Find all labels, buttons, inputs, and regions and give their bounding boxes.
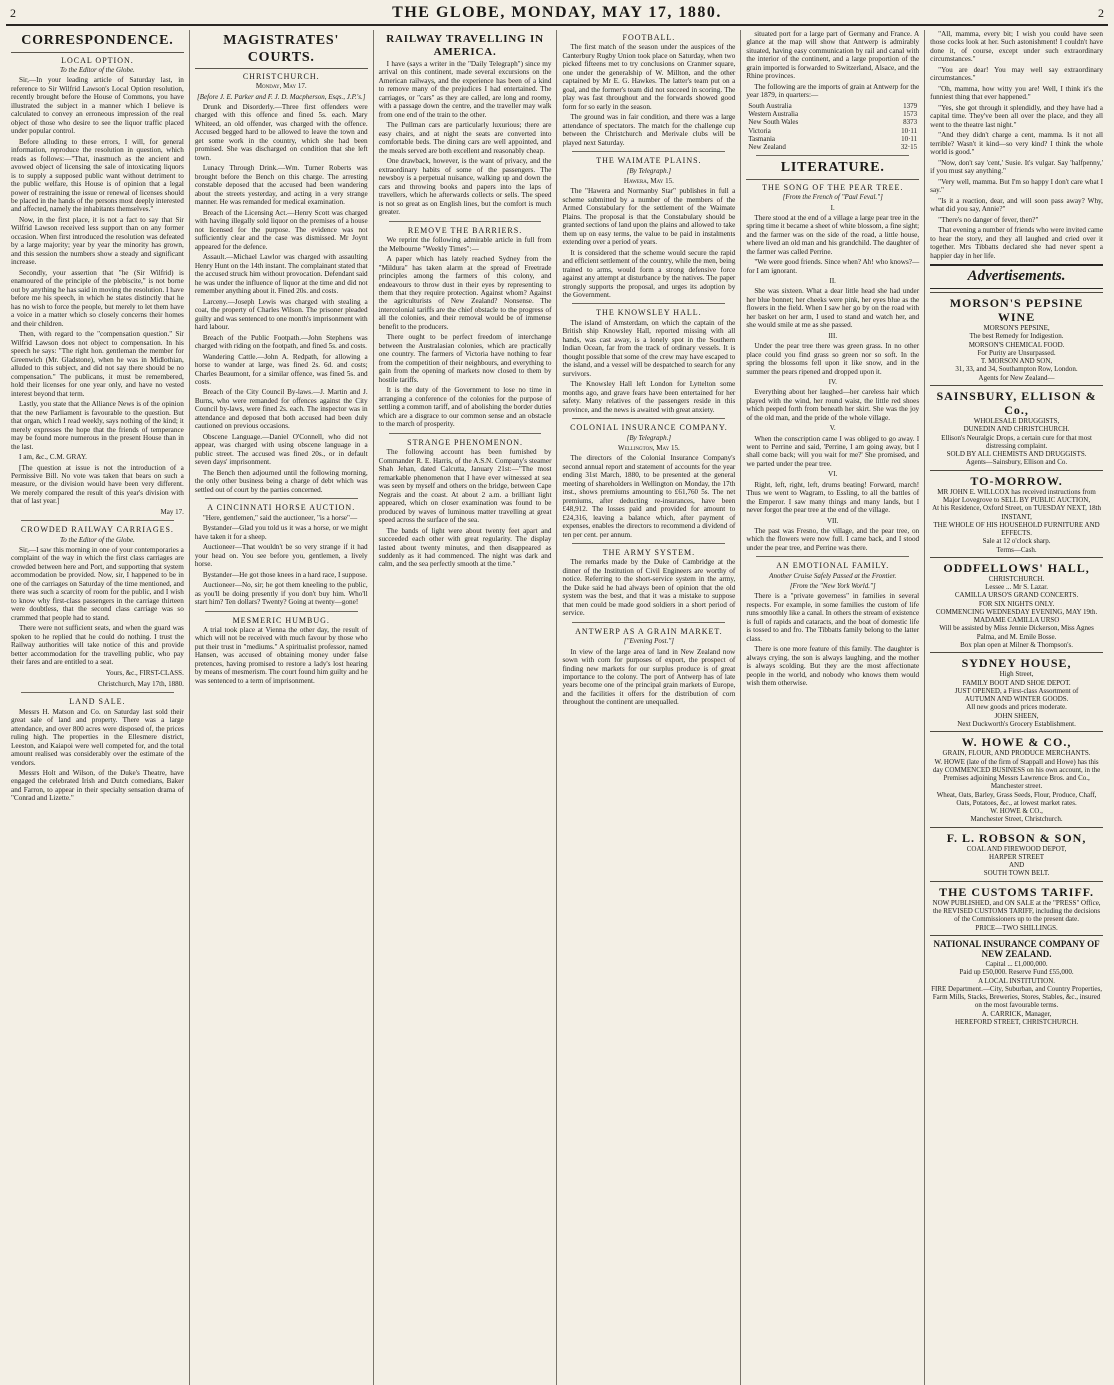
divider [572,622,725,623]
divider [389,433,542,434]
advertisement-line: AUTUMN AND WINTER GOODS. [964,695,1069,704]
paragraph: The island of Amsterdam, on which the captain of the British ship Knowsley Hall, reported missing with all hands, was cast away, is a lonely spot in the Southern Indian Ocean, far from the track of ordinary vessels. It is thought possible that some of the crew may have escaped to the island, and a vessel will be despatched to search for any survivors. [562,318,736,378]
letter-date: Christchurch, May 17th, 1880. [97,679,184,688]
paragraph: It is the duty of the Government to lose no time in arranging a conference of the colonies for the purpose of settling a common tariff, and of abolishing the border duties which are a disgrace to our common sense and an obstacle to the march of prosperity. [378,386,552,429]
advertisements-heading: Advertisements. [930,264,1103,289]
import-quantity: 8373 [903,118,918,127]
correspondence-heading: CORRESPONDENCE. [11,33,184,53]
stanza-number: VII. [826,516,839,525]
advertisement-line: High Street, [999,670,1034,679]
paragraph: Bystander—He got those knees in a hard race, I suppose. [202,570,368,579]
advertisement-line: FOR SIX NIGHTS ONLY. [978,599,1055,608]
advertisement-line: Lessee ... Mr S. Lazar. [985,583,1048,592]
colonial-body [562,454,735,539]
paragraph: "There's no danger of fever, then?" [938,215,1039,224]
advertisement-line: For Purity are Unsurpassed. [977,348,1056,357]
advertisement-title: SYDNEY HOUSE, [961,656,1072,671]
letter-salutation: To the Editor of the Globe. [60,65,135,74]
emotional-source: [From the "New York World."] [789,582,876,591]
advertisement-line: All new goods and prices moderate. [966,703,1067,712]
divider [205,611,358,612]
paragraph: The Bench then adjourned until the following morning, the only other business being a charge of debt which was settled out of court by the parties concerned. [194,468,368,494]
horse-auction-body [195,514,368,607]
paragraph: A trial took place at Vienna the other day, the result of which will not be received with much favour by those who put their trust in "mediums." A spiritualist professor, named Hansen, was accused of obtaining money under false pretences, having promised to restore a lady's lost hearing by means of mesmerism. The court found him guilty and he was sentenced to a term of imprisonment. [194,626,368,685]
grain-byline: ["Evening Post."] [623,637,674,646]
import-quantity: 1573 [903,110,918,119]
paragraph: "Here, gentlemen," said the auctioneer, "is a horse"— [202,513,358,522]
divider [572,418,725,419]
literature-heading: LITERATURE. [746,160,919,180]
paragraph: The past was Fresno, the village, and the pear tree, on which the flowers were now full. I came back, and I stood under the pear tree, and Perrine was there. [746,526,920,552]
song-body [746,204,919,553]
divider [572,303,725,304]
court-bench: [Before J. E. Parker and F. J. D. Macpherson, Esqs., J.P.'s.] [197,92,366,101]
knowsley-body [562,319,735,414]
advertisement-line: W. HOWE & CO., [990,807,1043,816]
advertisement-line: CHRISTCHURCH. [988,574,1045,583]
paragraph: Breach of the Public Footpath.—John Stephens was charged with riding on the footpath, and fined 5s. and costs. [194,333,368,351]
paragraph: There were not sufficient seats, and when the guard was spoken to he replied that he could do nothing. I trust the Railway authorities will take notice of this and provide better accommodation for the travelling public, who pay their fares and are entitled to a seat. [11,624,184,667]
army-system-heading: THE ARMY SYSTEM. [602,548,696,558]
import-origin: South Australia [748,101,792,110]
paragraph: "And they didn't charge a cent, mamma. Is it not all terrible? Wasn't it kind—so very kind? I think the whole world is good." [930,131,1103,157]
paragraph: The directors of the Colonial Insurance Company's second annual report and statement of accounts for the year ending 31st March, 1880, to be presented at the general meeting of shareholders in Wellington on Monday, the 17th inst., shows premiums amounting to £61,760 5s. The net premiums, after deducting re-insurances, have been £48,912. The losses paid and provided for amount to £24,316, leaving a balance which, after payment of expenses, enables the directors to recommend a dividend of ten per cent. per annum. [562,454,736,539]
letter-salutation: To the Editor of the Globe. [60,535,135,544]
advertisement-line: PRICE—TWO SHILLINGS. [975,923,1058,932]
stanza-number: II. [829,277,836,286]
grain-imports-table [746,102,919,152]
paragraph: The ground was in fair condition, and there was a large attendance of spectators. The match for the challenge cup between the Christchurch and Merivale clubs will be played next Saturday. [562,113,736,147]
table-row [746,110,919,118]
land-sale-heading: LAND SALE. [69,697,126,707]
advertisement-line: 31, 33, and 34, Southampton Row, London. [955,365,1078,374]
paragraph: The bands of light were about twenty feet apart and succeeded each other with great regularity. The display lasted about twenty minutes, and then disappeared as suddenly as it had commenced. The night was dark and calm, and the sea perfectly smooth at the time." [378,526,552,569]
page-number-left: 2 [10,6,16,20]
import-quantity: 10·11 [901,126,918,135]
paragraph: Messrs H. Matson and Co. on Saturday last sold their great sale of land and property. There was a large attendance, and over 800 acres were disposed of, the prices ruling high. The properties in the Ellesmere district, Leeston, and Kaiapoi were well competed for, and the total amount realised was considerably over the estimate of the vendors. [11,707,184,767]
table-row [746,135,919,143]
advertisement-line: At his Residence, Oxford Street, on TUESDAY NEXT, 18th INSTANT, [932,504,1102,521]
paragraph: "You are dear! You may well say extraordinary circumstances." [930,65,1103,83]
paragraph: Now, in the first place, it is not a fact to say that Sir Wilfrid Lawson received less support than on any former occasion. When first introduced the resolution was defeated by a large majority; year by year the minority has grown, and this session the numbers show a steady and significant increase. [11,215,184,267]
column-3 [374,30,558,1385]
divider [756,556,909,557]
colonial-byline: [By Telegraph.] [626,433,672,442]
advertisement-title: F. L. ROBSON & SON, [946,830,1087,845]
divider [205,498,358,499]
advertisement-title: NATIONAL INSURANCE COMPANY OF NEW ZEALAND. [933,938,1100,960]
paragraph: Auctioneer—That wouldn't be so very strange if it had your head on. You see before you, gentlemen, a lively horse. [194,543,368,569]
advertisements-list [930,292,1103,1029]
masthead [6,4,1108,26]
emotional-subheading: Another Cruise Safely Passed at the Frontier. [769,571,897,580]
paragraph: Under the pear tree there was green grass. In no other place could you find grass so green nor so soft. In the spring the blossoms fell upon it like snow, and in the summer the pears ripened and dropped upon it. [746,342,920,376]
advertisement-line: W. HOWE (late of the firm of Stappall and Howe) has this day COMMENCED BUSINESS on his own account, in the Premises adjoining Messrs Lawrence Bros. and Co., Manchester street. [932,757,1101,791]
paragraph: The first match of the season under the auspices of the Canterbury Rugby Union took place on Saturday, when two picked fifteens met to try conclusions on Cranmer square, one under the generalship of W. Millton, and the other captained by Mr E. G. Hawkes. The latter's team put on a goal, and the former's team did not succeed in scoring. The play was fast throughout and the forwards showed good form for so early in the season. [562,43,736,111]
advertisement-line: GRAIN, FLOUR, AND PRODUCE MERCHANTS. [942,749,1091,758]
song-heading: THE SONG OF THE PEAR TREE. [762,182,904,192]
paragraph: That evening a number of friends who were invited came to hear the story, and they all laughed and cried over it together. Mrs Tibbatts declared she had never spent a happier day in her life. [930,226,1103,260]
advertisement [930,470,1103,557]
advertisement-line: MADAME CAMILLA URSO [973,616,1060,625]
paragraph: Sir,—In your leading article of Saturday last, in reference to Sir Wilfrid Lawson's Local Option resolution, recently brought before the House of Commons, you have illustrated the subject in a manner which I believe is calculated to convey an erroneous impression of the real object of those who desire to see the liquor traffic placed under popular control. [11,76,184,136]
paragraph: "Very well, mamma. But I'm so happy I don't care what I say." [930,177,1103,195]
paragraph: When the conscription came I was obliged to go away. I went to Perrine and said, 'Perrine, I am going away, but I shall come back; will you wait for me?' She promised, and we parted under the pear tree. [746,434,920,468]
advertisement-line: A. CARRICK, Manager, [981,1009,1052,1018]
barriers-intro: We reprint the following admirable article in full from the Melbourne "Weekly Times":— [378,236,552,253]
advertisement-title: THE CUSTOMS TARIFF. [939,884,1095,899]
advertisement-line: Agents for New Zealand— [978,373,1055,382]
advertisement-line: AND [1008,861,1025,870]
christchurch-heading: CHRISTCHURCH. [242,72,320,82]
horse-auction-heading: A CINCINNATI HORSE AUCTION. [207,503,356,513]
advertisement-line: JUST OPENED, a First-class Assortment of [954,686,1079,695]
paragraph: The remarks made by the Duke of Cambridge at the dinner of the Institution of Civil Engineers are worthy of notice. Referring to the short-service system in the army, the Duke said he had always been of opinion that the old system was the best, and that it was a mistake to suppose that men could be made good soldiers in a short period of service. [562,558,736,618]
advertisement-line: HEREFORD STREET, CHRISTCHURCH. [954,1017,1079,1026]
crowded-carriages-body [11,546,184,667]
paragraph: Larceny.—Joseph Lewis was charged with stealing a coat, the property of Charles Wilson. The prisoner pleaded guilty and was sentenced to one month's imprisonment with hard labour. [194,297,368,332]
paragraph: Breach of the Licensing Act.—Henry Scott was charged with having illegally sold liquor on the premises of a house not licensed for the purpose. The evidence was not sufficiently clear and the case was dismissed. Mr Joynt appeared for the defence. [194,208,368,251]
advertisement-line: SOLD BY ALL CHEMISTS AND DRUGGISTS. [946,450,1087,459]
paragraph: Drunk and Disorderly.—Three first offenders were charged with this offence and fined 5s. each. Mary Whiteed, an old offender, was charged with the offence. Accused begged hard to be allowed to leave the town and get some work in the country, which she had been promised. She was discharged on condition that she left town. [194,102,368,162]
advertisement-line: Next Duckworth's Grocery Establishment. [957,719,1076,728]
paragraph: Obscene Language.—Daniel O'Connell, who did not appear, was charged with using obscene language in a public street. The accused was fined 20s., or in default seven days' imprisonment. [194,432,368,467]
paragraph: "All, mamma, every bit; I wish you could have seen those cocks look at her. Such astonishment! I couldn't have done it, of course, except under such extraordinary circumstances." [930,30,1103,64]
advertisement-line: Paid up £50,000. Reserve Fund £55,000. [959,968,1074,977]
paragraph: Bystander—Glad you told us it was a horse, or we might have taken it for a sheep. [194,524,368,541]
advertisement-line: Wheat, Oats, Barley, Grass Seeds, Flour, Produce, Chaff, Oats, Potatoes, &c., at lowest market rates. [936,790,1097,807]
advertisement-line: JOHN SHEEN, [994,711,1039,720]
import-origin: New Zealand [748,143,786,152]
paragraph: Then, with regard to the "compensation question." Sir Wilfrid Lawson does not object to compensation. In his speech he says: "The right hon. gentleman the member for Greenwich (Mr. Gladstone), when he was in Midlothian, alluded to this subject, and did not say there should be no compensation." The publicans, it must be remembered, hold their licenses for one year only, and have no vested interest beyond that term. [11,330,184,398]
advertisement-line: Agents—Sainsbury, Ellison and Co. [965,458,1068,467]
advertisement-line: Will be assisted by Miss Jennie Dickerson, Miss Agnes Palma, and M. Emile Bosse. [939,624,1094,641]
paragraph: I have (says a writer in the "Daily Telegraph") since my arrival on this continent, made several excursions on the American railways, and the experience has been of a kind to remove many of the prejudices I had entertained. The carriages, or "cars" as they are called, are long and roomy, with a passage down the centre, and the traveller may walk from one end of the train to the other. [378,59,552,119]
table-row [746,102,919,110]
football-heading: FOOTBALL. [622,33,676,42]
paragraph: Secondly, your assertion that "he (Sir Wilfrid) is enamoured of the principle of the plebiscite," is not borne out by anything he has said in moving the resolution. I have before me his speech, in which he states distinctly that he has no wish to force the people, but merely to let them have a voice in a matter which so closely concerns their homes and their children. [11,268,184,328]
divider [21,692,174,693]
paragraph: The "Hawera and Normanby Star" publishes in full a scheme submitted by a number of the members of the Armed Constabulary for the settlement of the Waimate Plains. The proposal is that the Constabulary should be granted sections of land upon the plains and allowed to take them up on easy terms, the value to be paid in instalments extending over a period of years. [562,187,736,247]
paragraph: Lastly, you state that the Alliance News is of the opinion that the new Parliament is favourable to the question. But that organ, which I read weekly, says nothing of the kind; it merely expresses the hope that the friends of temperance may be found more numerous in the present House than in the last. [11,400,184,451]
paragraph: Sir,—I saw this morning in one of your contemporaries a complaint of the way in which the first class carriages are crowded between here and Port, and supporting that system accommodation be provided. Now, sir, I happened to be in one of the carriages on Saturday of the time mentioned, and there was such a scarcity of room for the public, and I wish to know why first-class passengers in the carriage thirteen were doubtless, that the second class carriage was so crammed that people had to stand. [11,545,184,622]
advertisement-line: MORSON'S PEPSINE, [983,324,1050,333]
waimate-heading: THE WAIMATE PLAINS. [596,156,702,166]
paragraph: "Now, don't say 'cent,' Susie. It's vulgar. Say 'halfpenny,' if you must say anything." [930,158,1103,176]
advertisement-line: T. MORSON AND SON, [980,357,1053,366]
court-date: Monday, May 17. [255,82,307,91]
strange-phenomenon-body [379,448,552,569]
advertisement-line: MR JOHN E. WILLCOX has received instructions from Major Lovegrove to SELL BY PUBLIC AUCTION, [937,487,1096,505]
paragraph: "Oh, mamma, how witty you are! Well, I think it's the funniest thing that ever happened." [930,84,1103,102]
railway-heading: RAILWAY TRAVELLING IN AMERICA. [386,33,544,58]
import-origin: Western Australia [748,110,799,119]
paragraph: Lunacy Through Drink.—Wm. Turner Roberts was brought before the Bench on this charge. The arresting constable deposed that the accused had been wandering about the streets yesterday, and acting in a very strange manner. He was remanded for medical examination. [194,164,368,207]
advertisement-title: MORSON'S PEPSINE WINE [949,295,1084,324]
advertisement-line: SOUTH TOWN BELT. [983,869,1050,878]
waimate-dateline: Hawera, May 15. [623,176,674,185]
advertisement-line: FAMILY BOOT AND SHOE DEPOT. [962,678,1071,687]
colonial-dateline: Wellington, May 15. [617,443,680,452]
column-4 [557,30,741,1385]
table-row [746,118,919,126]
paragraph: In view of the large area of land in New Zealand now sown with corn for purposes of export, the prospect of finding new markets for our surplus produce is of great importance to the colony. The port of Antwerp has of late years become one of the principal grain markets of Europe, and the facilities it offers for the distribution of corn throughout the continent are unequalled. [562,647,736,707]
advertisement-line: Capital ... £1,000,000. [985,960,1048,969]
advertisement [930,385,1103,470]
letter-signature: Yours, &c., FIRST-CLASS. [105,668,184,677]
divider [756,155,909,156]
advertisement-line: MORSON'S CHEMICAL FOOD. [968,340,1065,349]
stanza-number: V. [829,424,836,433]
advertisement-title: W. HOWE & CO., [961,735,1072,750]
paragraph: Messrs Holt and Wilson, of the Duke's Theatre, have engaged the celebrated Irish and Dutch comedians, Baker and Farron, to appear in their specialty sensation drama of "Conrad and Lizette." [11,768,184,803]
paragraph: situated port for a large part of Germany and France. A glance at the map will show that Antwerp is admirably situated, having easy communication by rail and canal with the interior of the continent, and a large proportion of the grain imported is forwarded to Switzerland, Alsace, and the Rhine provinces. [746,30,920,81]
crowded-carriages-heading: CROWDED RAILWAY CARRIAGES. [20,525,174,535]
paragraph: The Pullman cars are particularly luxurious; there are easy chairs, and at night the seats are converted into comfortable beds. The dining cars are well appointed, and the meals served are both excellent and reasonably cheap. [378,121,552,155]
paragraph: "Yes, she got through it splendidly, and they have had a capital time. They've been all over the place, and they all went to the theatre last night." [930,103,1103,129]
paragraph: The Knowsley Hall left London for Lyttelton some months ago, and grave fears have been entertained for her safety. Many relatives of the passengers reside in this province, and the news is awaited with great anxiety. [562,380,736,414]
column-2 [190,30,374,1385]
paragraph: A paper which has lately reached Sydney from the "Mildura" has taken alarm at the spread of Freetrade principles among the farmers of this colony, and endeavours to throw dust in their eyes by representing to them that they require protection. Against whom? Against the agriculturists of New Zealand? Nonsense. The intercolonial tariffs are the chief obstacle to the progress of all the colonies, and their removal would be of immense benefit to the producers. [378,255,552,331]
paragraph: Auctioneer—No, sir; he got them kneeling to the public, as you'll be doing presently if you don't buy him. Who'll start him? Ten dollars? Twenty? Going at twenty—gone! [194,581,368,607]
grain-market-heading: ANTWERP AS A GRAIN MARKET. [575,626,723,636]
masthead-title: THE GLOBE, MONDAY, MAY 17, 1880. [392,4,722,21]
advertisement-line: COMMENCING WEDNESDAY EVENING, MAY 19th. [935,607,1098,616]
column-1 [6,30,190,1385]
advertisement-line: A LOCAL INSTITUTION. [978,976,1056,985]
advertisement-title: TO-MORROW. [970,473,1063,488]
advertisement [930,292,1103,385]
paragraph: Before alluding to these errors, I will, for general information, reproduce the resolution in question, which reads as follows:—"That, inasmuch as the ancient and avowed object of licensing the sale of intoxicating liquors is to supply a supposed public want without detriment to the public welfare, this House is of opinion that a legal power of restraining the issue or renewal of licenses should be placed in the hands of the persons most deeply interested and affected, namely the inhabitants themselves." [11,137,184,214]
paragraph: Right, left, right, left, drums beating! Forward, march! Thus we went to Wagram, to Essling, to all the battles of the Emperor. I saw many things and many lands, but I never forgot the pear tree at the end of the village. [746,480,920,515]
football-body [562,43,735,147]
advertisement [930,935,1103,1029]
paragraph: She was sixteen. What a dear little head she had under her blue bonnet; her cheeks were pink, her eyes blue as the flowers in the field. When I saw her go by on the road with her basket on her arm, I used to stand and watch her, and she would smile at me as she passed. [746,287,920,330]
advertisement-line: Sale at 12 o'clock sharp. [982,537,1051,546]
paragraph: There is one more feature of this family. The daughter is always crying, the son is always laughing, and the mother is always scolding. But they are the most affectionate people in the world, and nobody who knows them would wish them otherwise. [746,645,920,688]
knowsley-heading: THE KNOWSLEY HALL. [596,308,702,318]
import-origin: Victoria [748,126,771,135]
import-quantity: 1379 [903,101,918,110]
dialogue-body [930,30,1103,260]
advertisement-line: DUNEDIN AND CHRISTCHURCH. [963,425,1070,434]
advertisement [930,731,1103,826]
letter-date: May 17. [160,507,184,516]
railway-body [379,60,552,217]
paragraph: "We were good friends. Since when? Ah! who knows?—for I am ignorant. [746,258,920,275]
advertisement [930,827,1103,881]
advertisement [930,557,1103,652]
barriers-body [379,255,552,429]
paragraph: Everything about her laughed—her careless hair which played with the wind, her round waist, the little red shoes which peeped forth from beneath her skirt. She was the joy of the old man, and the pride of the whole village. [746,388,920,422]
advertisement-line: CAMILLA URSO'S GRAND CONCERTS. [954,591,1079,600]
mesmeric-body [195,626,368,685]
paragraph: There stood at the end of a village a large pear tree in the spring time it became a sheet of white blossom, a fine sight; and the farmer was on the side of the road, a little house, where lived an old man and his grandchild. The daughter of the farmer was called Perrine. [746,213,920,256]
table-row [746,143,919,151]
advertisement-line: THE WHOLE OF HIS HOUSEHOLD FURNITURE AND EFFECTS. [933,520,1100,538]
stanza-number: III. [828,331,838,340]
import-origin: New South Wales [748,118,799,127]
advertisement-line: NOW PUBLISHED, and ON SALE at the "PRESS" Office, the REVISED CUSTOMS TARIFF, including the decisions of the Commissioners up to the present date. [932,898,1101,924]
advertisement-line: Manchester Street, Christchurch. [970,815,1063,824]
paragraph: There is a "private governess" in families in several respects. For example, in some families the custom of life runs smoothly like a canal. In others the stream of existence is full of rapids and cataracts, and the boat of domestic life is tossed to and fro. The Tibbatts family belong to the latter class. [746,592,920,643]
advertisement-line: HARPER STREET [989,852,1045,861]
divider [572,151,725,152]
court-body [195,103,368,494]
strange-phenomenon-heading: STRANGE PHENOMENON. [407,437,524,447]
import-origin: Tasmania [748,134,776,143]
divider [389,221,542,222]
colonial-insurance-heading: COLONIAL INSURANCE COMPANY. [570,423,728,433]
advertisement-line: WHOLESALE DRUGGISTS, [973,417,1060,426]
paragraph: There ought to be perfect freedom of interchange between the Australasian colonies, which are practically one country. The farmers of Victoria have nothing to fear from the competition of their neighbours, and everything to gain from the opening of markets now closed to them by hostile tariffs. [378,333,552,384]
waimate-byline: [By Telegraph.] [626,166,672,175]
advertisement-line: Ellison's Neuralgic Drops, a certain cure for that most distressing complaint. [941,433,1092,450]
mesmeric-heading: MESMERIC HUMBUG. [232,615,330,625]
local-option-heading: LOCAL OPTION. [61,55,134,65]
advertisement-title: SAINSBURY, ELLISON & Co., [936,388,1097,418]
paragraph: Breach of the City Council By-laws.—J. Martin and J. Burns, who were remanded for offences against the City Council by-laws, were fined 2s. each. The inspector was in attendance and deposed that both accused had been duly cautioned on previous occasions. [194,388,368,431]
import-quantity: 32·15 [900,143,918,152]
advertisement [930,881,1103,935]
table-row [746,127,919,135]
paragraph: Wandering Cattle.—John A. Redpath, for allowing a horse to wander at large, was fined 2s. 6d. and costs; Charles Beaumont, for a similar offence, was fined 5s. and costs. [194,352,368,386]
imports-intro: The following are the imports of grain at Antwerp for the year 1879, in quarters:— [746,82,920,100]
advertisement-line: The best Remedy for Indigestion. [969,332,1064,341]
local-option-body [11,76,184,506]
paragraph: One drawback, however, is the want of privacy, and the extraordinary habits of some of the passengers. The newsboy is a perpetual nuisance, walking up and down the cars and throwing books and papers into the laps of travellers, which he afterwards collects or sells. The speed is not so great as on English lines, but the comfort is much greater. [378,157,552,217]
waimate-body [562,187,735,299]
advertisement-line: COAL AND FIREWOOD DEPOT, [966,844,1067,853]
emotional-family-heading: AN EMOTIONAL FAMILY. [776,561,890,571]
paragraph: [The question at issue is not the introduction of a Permissive Bill. No vote was taken that bears on such a measure, or the division would have been very different. We merely compared the result of this year's division with that of last year.] [11,463,184,506]
grain-continued [746,30,919,81]
advertisement-line: Box plan open at Milner & Thompson's. [960,640,1074,649]
emotional-body [746,592,919,687]
advertisement-title: ODDFELLOWS' HALL, [943,560,1090,575]
paragraph: Assault.—Michael Lawlor was charged with assaulting Henry Hunt on the 14th instant. The complainant stated that the accused struck him without provocation. Defendant said he was under the influence of liquor at the time and did not remember anything about it. Fined 20s. and costs. [194,253,368,296]
advertisement-line: Terms—Cash. [996,545,1037,554]
grain-body [562,648,735,707]
paragraph: The following account has been furnished by Commander R. E. Harris, of the A.S.N. Company's steamer Shah Jehan, dated Calcutta, January 21st:—"The most remarkable phenomenon that I have ever witnessed at sea was seen by myself and others on the bridge, between Cape Negrais and the coast. At about 2 a.m. a brilliant light appeared, which on closer examination was found to be produced by waves of luminous matter travelling at great speed across the surface of the sea. [378,448,552,525]
army-body [562,558,735,617]
advertisement [930,652,1103,731]
page-number-right: 2 [1097,6,1104,20]
song-source: [From the French of "Paul Feval."] [782,193,883,202]
stanza-number: IV. [828,378,837,387]
column-6 [925,30,1108,1385]
advertisement-line: FIRE Department.—City, Suburban, and Country Properties, Farm Mills, Stacks, Breweries, Stores, Stables, &c., insured on the most favourable terms. [931,984,1102,1010]
magistrates-heading: MAGISTRATES' COURTS. [195,33,368,69]
import-quantity: 10·11 [901,134,918,143]
divider [21,520,174,521]
divider [572,543,725,544]
paragraph: "Is it a reaction, dear, and will soon pass away? Why, what did you say, Annie?" [930,196,1103,214]
barriers-heading: REMOVE THE BARRIERS. [407,225,523,235]
stanza-number: I. [830,203,835,212]
columns [6,30,1108,1385]
paragraph: It is considered that the scheme would secure the rapid and efficient settlement of the country, while the men, being trained to arms, would form a strong defensive force against any attempt at disturbance by the natives. The paper strongly supports the proposal, and urges its adoption by the Government. [562,248,736,299]
column-5 [741,30,925,1385]
paragraph: I am, &c., C.M. GRAY. [19,453,87,462]
stanza-number: VI. [828,470,838,479]
land-sale-body [11,708,184,803]
